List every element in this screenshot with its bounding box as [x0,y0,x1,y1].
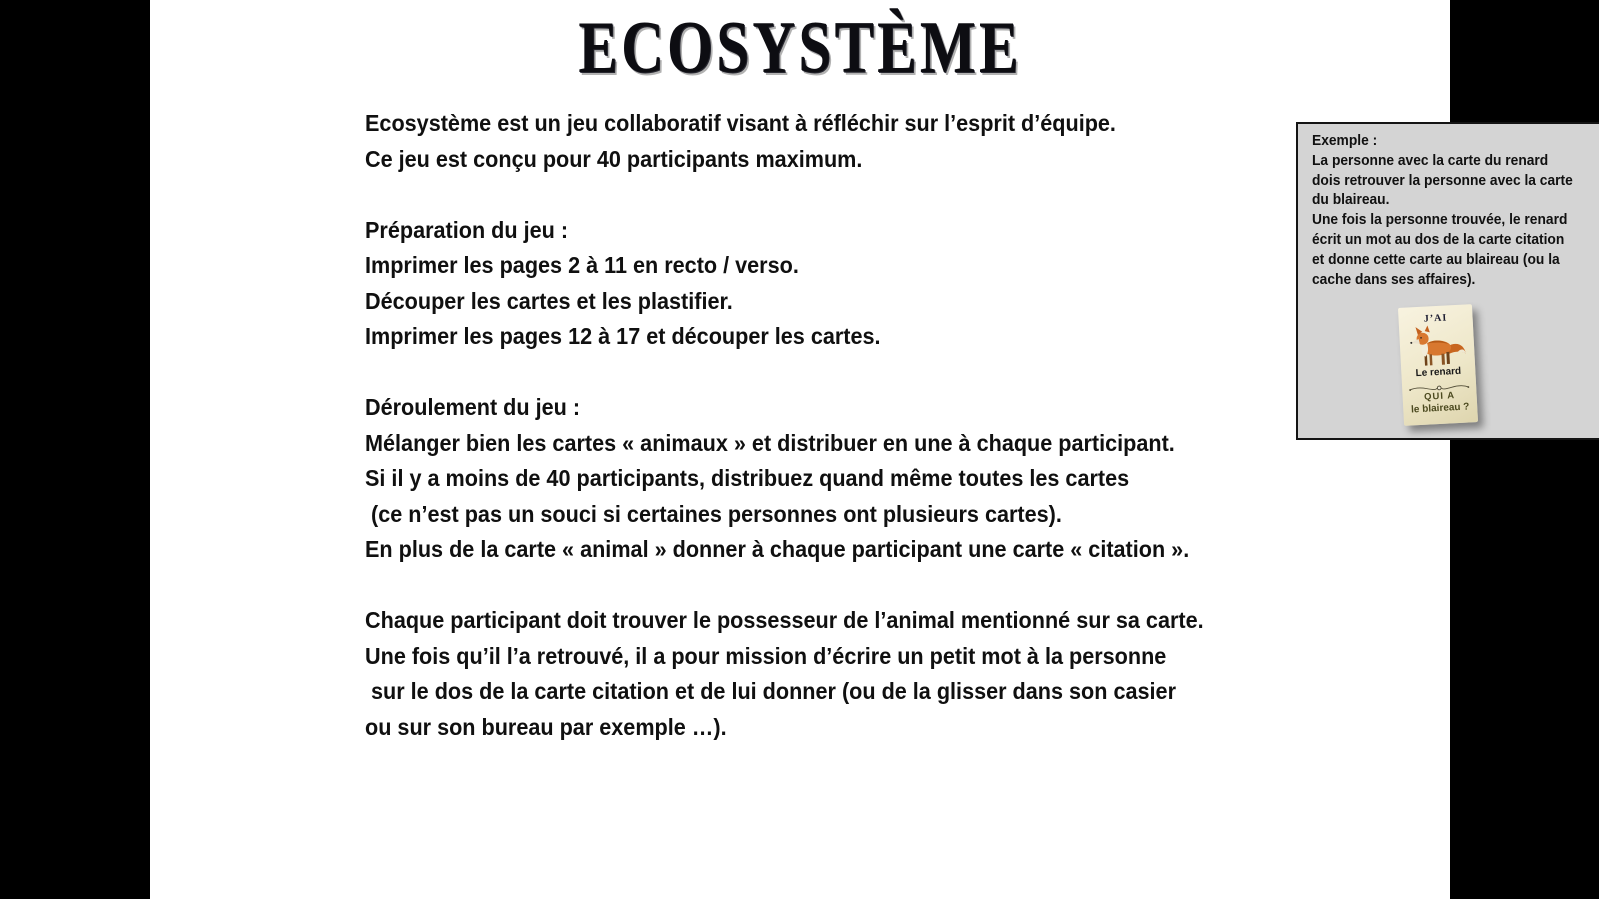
example-line: du blaireau. [1312,191,1390,209]
example-line: écrit un mot au dos de la carte citation [1312,230,1565,248]
card-have-label: J’AI [1423,312,1448,325]
body-line: Une fois qu’il l’a retrouvé, il a pour mission d’écrire un petit mot à la personne [365,642,1167,669]
card-seek-target: le blaireau ? [1410,401,1470,416]
body-line: Chaque participant doit trouver le possesseur de l’animal mentionné sur sa carte. [365,607,1204,633]
example-box-heading: Exemple : [1312,132,1378,149]
example-line: et donne cette carte au blaireau (ou la [1312,250,1560,268]
card-seek-label: QUI A [1423,390,1456,403]
body-text-block [365,106,1361,745]
body-line: Imprimer les pages 2 à 11 en recto / verso. [365,252,799,278]
body-line: Ce jeu est conçu pour 40 participants maximum. [365,145,863,172]
page-title [150,6,1450,90]
example-line: La personne avec la carte du renard [1312,151,1549,169]
example-text-block [1312,131,1577,289]
body-line: Préparation du jeu : [365,216,569,243]
example-line: dois retrouver la personne avec la carte [1312,171,1573,189]
body-line: Mélanger bien les cartes « animaux » et distribuer en une à chaque participant. [365,429,1175,456]
body-line: Découper les cartes et les plastifier. [365,287,733,314]
body-line [365,177,1361,213]
body-line: (ce n’est pas un souci si certaines personnes ont plusieurs cartes). [365,500,1062,527]
page-title-text: ECOSYSTÈME [578,7,1022,89]
flourish-divider-icon [1408,378,1470,391]
example-line: cache dans ses affaires). [1312,270,1476,288]
body-line: Si il y a moins de 40 participants, distribuez quand même toutes les cartes [365,465,1130,491]
body-line [365,568,1361,604]
example-line: Une fois la personne trouvée, le renard [1312,211,1568,229]
fox-icon [1406,323,1468,368]
body-line: Ecosystème est un jeu collaboratif visant à réfléchir sur l’esprit d’équipe. [365,110,1116,136]
body-line: ou sur son bureau par exemple …). [365,713,727,740]
body-line: Imprimer les pages 12 à 17 et découper les cartes. [365,323,881,349]
card-animal-name: Le renard [1415,365,1462,380]
animal-card [1398,304,1478,426]
body-line [365,355,1361,391]
body-line: Déroulement du jeu : [365,394,581,420]
body-line: sur le dos de la carte citation et de lui donner (ou de la glisser dans son casier [365,678,1176,704]
body-line: En plus de la carte « animal » donner à chaque participant une carte « citation ». [365,536,1190,562]
slide-page [150,0,1573,899]
letterbox-left [0,0,150,899]
